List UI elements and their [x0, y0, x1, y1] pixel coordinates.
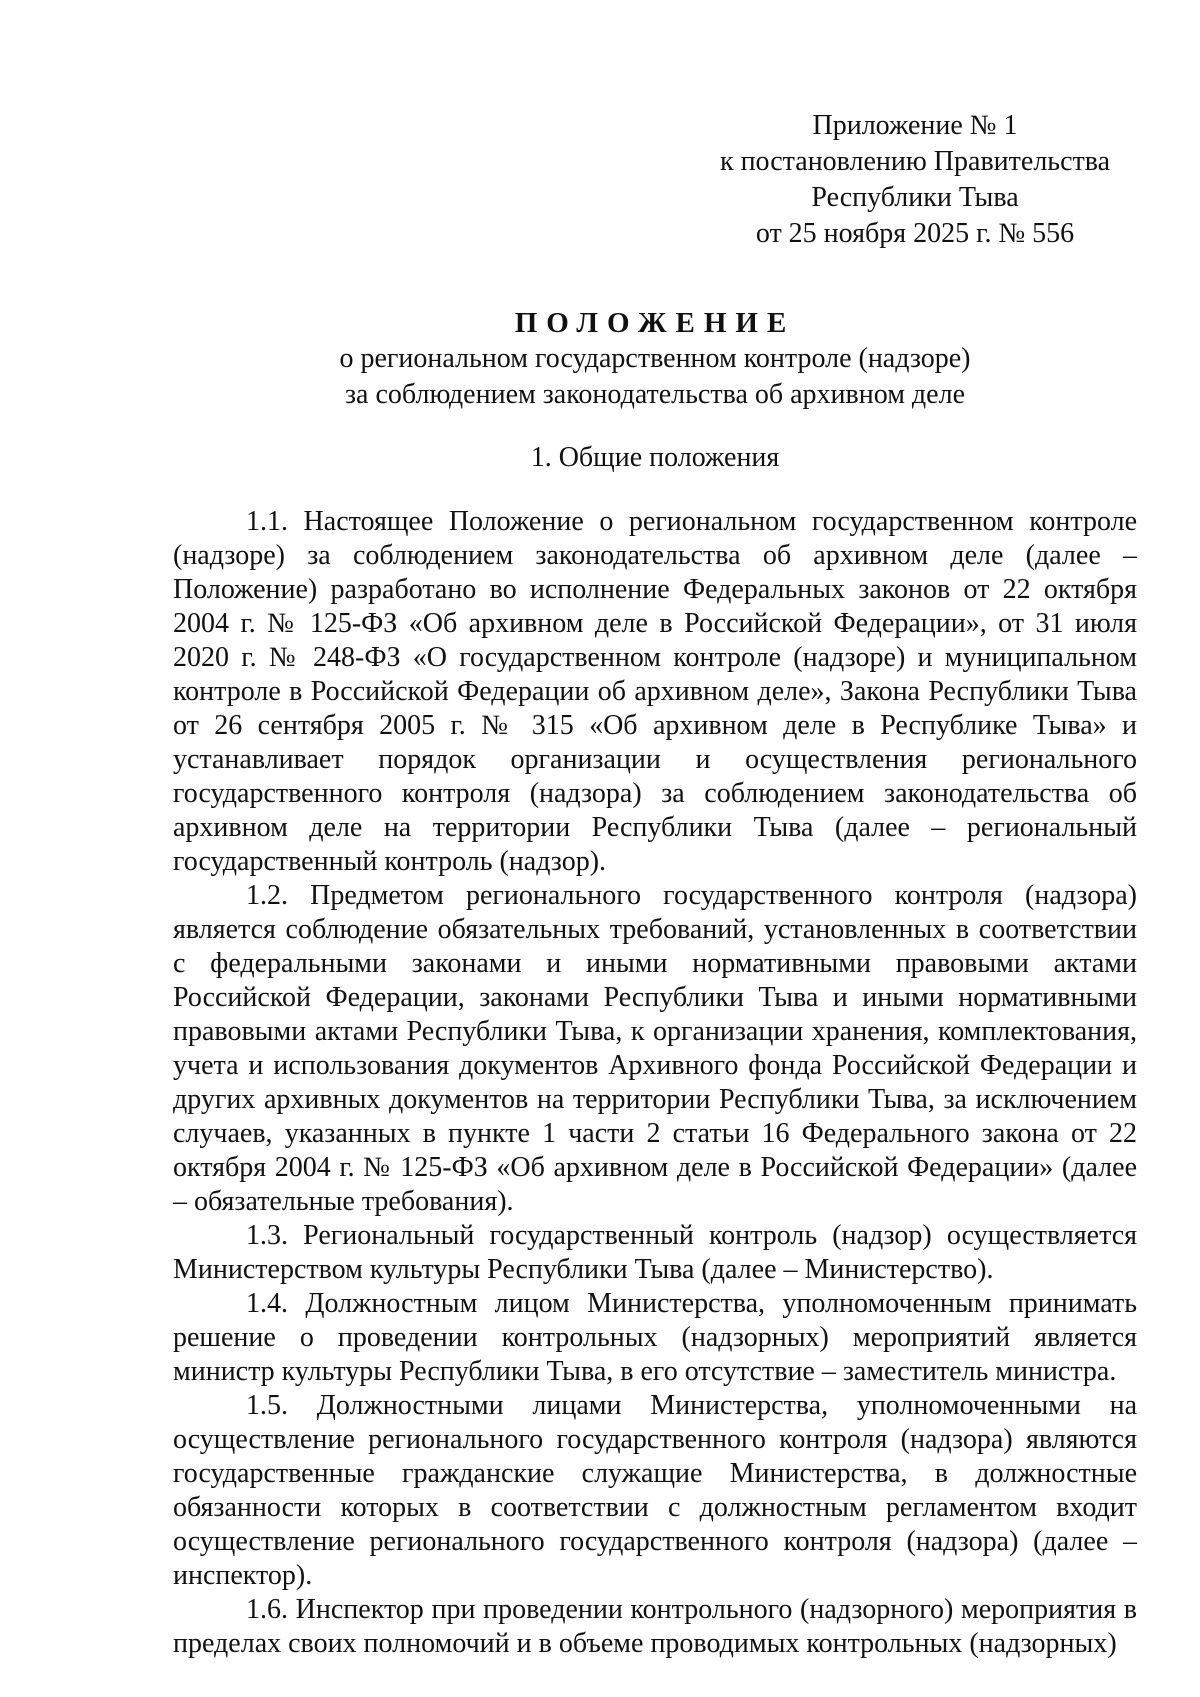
appendix-header [690, 108, 1140, 252]
paragraph-1-6: 1.6. Инспектор при проведении контрольного (надзорного) мероприятия в пределах своих полномочий и в объеме проводимых контрольных (надзорных) [173, 1594, 1137, 1659]
document-title: ПОЛОЖЕНИЕ [514, 307, 796, 339]
paragraph-1-3: 1.3. Региональный государственный контроль (надзор) осуществляется Министерством культуры Республики Тыва (далее – Министерство). [173, 1220, 1137, 1285]
document-subtitle-line-2: за соблюдением законодательства об архивном деле [345, 379, 965, 410]
appendix-line-4: от 25 ноября 2025 г. № 556 [755, 218, 1075, 249]
appendix-line-2: к постановлению Правительства [719, 146, 1111, 177]
document-body [173, 505, 1137, 1661]
paragraph-1-1: 1.1. Настоящее Положение о региональном государственном контроле (надзоре) за соблюдением законодательства об архивном деле (далее – Положение) разработано во исполнение Федеральных законов от 22 октября 2004 г. № 125-ФЗ «Об архивном деле в Российской Федерации», от 31 июля 2020 г. № 248-ФЗ «О государственном контроле (надзоре) и муниципальном контроле в Российской Федерации об архивном деле», Закона Республики Тыва от 26 сентября 2005 г. № 315 «Об архивном деле в Республике Тыва» и устанавливает порядок организации и осуществления регионального государственного контроля (надзора) за соблюдением законодательства об архивном деле на территории Республики Тыва (далее – региональный государственный контроль (надзор). [173, 506, 1137, 877]
document-heading [173, 305, 1137, 413]
appendix-line-1: Приложение № 1 [812, 110, 1018, 141]
section-title: 1. Общие положения [530, 442, 780, 473]
paragraph-1-4: 1.4. Должностным лицом Министерства, уполномоченным принимать решение о проведении контрольных (надзорных) мероприятий является министр культуры Республики Тыва, в его отсутствие – заместитель министра. [173, 1288, 1137, 1387]
paragraph-1-2: 1.2. Предметом регионального государственного контроля (надзора) является соблюдение обязательных требований, установленных в соответствии с федеральными законами и иными нормативными правовыми актами Российской Федерации, законами Республики Тыва и иными нормативными правовыми актами Республики Тыва, к организации хранения, комплектования, учета и использования документов Архивного фонда Российской Федерации и других архивных документов на территории Республики Тыва, за исключением случаев, указанных в пункте 1 части 2 статьи 16 Федерального закона от 22 октября 2004 г. № 125-ФЗ «Об архивном деле в Российской Федерации» (далее – обязательные требования). [173, 880, 1137, 1217]
appendix-line-3: Республики Тыва [811, 182, 1019, 213]
paragraph-1-5: 1.5. Должностными лицами Министерства, уполномоченными на осуществление регионального государственного контроля (надзора) являются государственные гражданские служащие Министерства, в должностные обязанности которых в соответствии с должностным регламентом входит осуществление регионального государственного контроля (надзора) (далее – инспектор). [173, 1390, 1137, 1591]
document-subtitle-line-1: о региональном государственном контроле (надзоре) [339, 343, 971, 374]
